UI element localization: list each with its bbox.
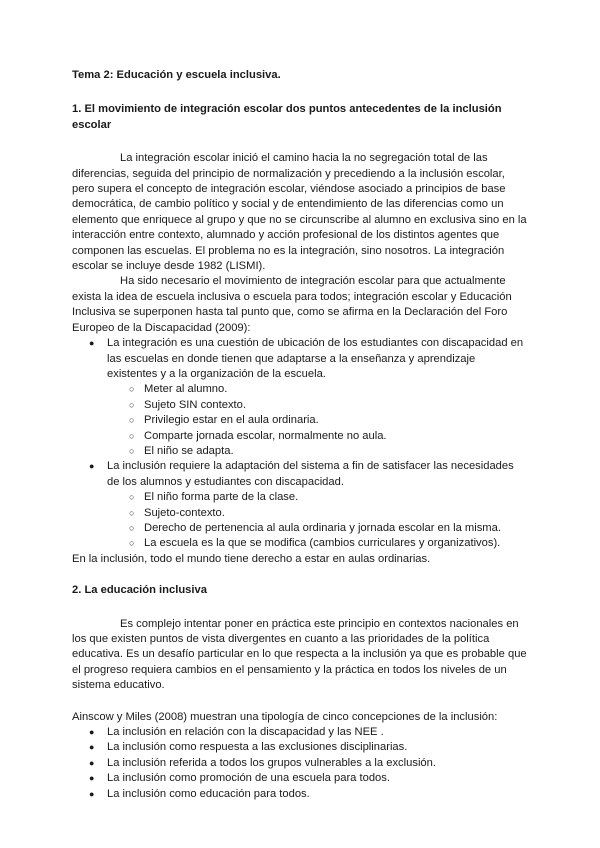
section2-heading: 2. La educación inclusiva bbox=[72, 584, 207, 597]
list-item-text: Sujeto-contexto. bbox=[144, 506, 225, 519]
section1-paragraph-2: Ha sido necesario el movimiento de integración escolar para que actualmente exista la idea de escuela inclusiva o escuela para todos; integración escolar y Educación Inclusiva se superponen hasta tal punto que, como se afirma en la Declaración del Foro Europeo de la Discapacidad (2009): bbox=[72, 275, 512, 334]
filled-bullet-icon: ● bbox=[89, 461, 95, 472]
list-item bbox=[72, 787, 528, 802]
list-item-text: La inclusión en relación con la discapacidad y las NEE . bbox=[107, 726, 384, 739]
list-item-text: Derecho de pertenencia al aula ordinaria y jornada escolar en la misma. bbox=[144, 521, 501, 534]
list-item bbox=[72, 771, 528, 786]
list-item bbox=[107, 506, 528, 521]
list-item bbox=[107, 444, 528, 459]
hollow-bullet-icon: ○ bbox=[129, 507, 135, 518]
list-item bbox=[107, 382, 528, 397]
list-item-text: La integración es una cuestión de ubicación de los estudiantes con discapacidad en las escuelas en donde tienen que adaptarse a la enseñanza y aprendizaje existentes y a la organización de la escuela. bbox=[107, 337, 524, 380]
hollow-bullet-icon: ○ bbox=[129, 384, 135, 395]
sub-bullet-list bbox=[107, 382, 528, 459]
list-item-text: Comparte jornada escolar, normalmente no aula. bbox=[144, 429, 387, 442]
section1-closing: En la inclusión, todo el mundo tiene derecho a estar en aulas ordinarias. bbox=[72, 552, 431, 565]
sub-bullet-list bbox=[107, 490, 528, 552]
document-page bbox=[72, 68, 528, 802]
list-item-text: La escuela es la que se modifica (cambios curriculares y organizativos). bbox=[144, 537, 501, 550]
filled-bullet-icon: ● bbox=[89, 338, 95, 349]
list-item-text: La inclusión como promoción de una escuela para todos. bbox=[107, 772, 390, 785]
section1-bullet-list bbox=[72, 336, 528, 552]
hollow-bullet-icon: ○ bbox=[129, 445, 135, 456]
list-item bbox=[72, 756, 528, 771]
hollow-bullet-icon: ○ bbox=[129, 399, 135, 410]
list-item-text: El niño forma parte de la clase. bbox=[144, 491, 299, 504]
list-item bbox=[72, 740, 528, 755]
section1-paragraph-1: La integración escolar inició el camino hacia la no segregación total de las diferencias, seguida del principio de normalización y precediendo a la inclusión escolar, pero supera el concepto de integración escolar, viéndose asociado a principios de base democrática, de cambio político y social y de entendimiento de las diferencias como un elemento que enriquece al grupo y que no se circunscribe al alumno en exclusiva sino en la interacción entre contexto, alumnado y acción profesional de los distintos agentes que componen las escuelas. El problema no es la integración, sino nosotros. La integración escolar se incluye desde 1982 (LISMI). bbox=[72, 152, 527, 273]
hollow-bullet-icon: ○ bbox=[129, 430, 135, 441]
filled-bullet-icon: ● bbox=[89, 757, 95, 768]
list-item bbox=[72, 459, 528, 551]
filled-bullet-icon: ● bbox=[89, 742, 95, 753]
list-item-text: Privilegio estar en el aula ordinaria. bbox=[144, 414, 319, 427]
hollow-bullet-icon: ○ bbox=[129, 522, 135, 533]
list-item bbox=[107, 413, 528, 428]
list-item-text: La inclusión referida a todos los grupos vulnerables a la exclusión. bbox=[107, 756, 436, 769]
list-item bbox=[107, 521, 528, 536]
filled-bullet-icon: ● bbox=[89, 788, 95, 799]
list-item-text: Meter al alumno. bbox=[144, 383, 228, 396]
list-item-text: La inclusión como respuesta a las exclusiones disciplinarias. bbox=[107, 741, 408, 754]
section2-bullet-list bbox=[72, 725, 528, 802]
hollow-bullet-icon: ○ bbox=[129, 415, 135, 426]
section2-paragraph-1: Es complejo intentar poner en práctica este principio en contextos nacionales en los que existen puntos de vista divergentes en cuanto a las prioridades de la política educativa. Es un desafío particular en lo que respecta a la inclusión ya que es probable que el progreso requiera cambios en el pensamiento y la práctica en todos los niveles de un sistema educativo. bbox=[72, 617, 527, 692]
filled-bullet-icon: ● bbox=[89, 727, 95, 738]
section1-heading: 1. El movimiento de integración escolar dos puntos antecedentes de la inclusión escolar bbox=[72, 103, 502, 131]
filled-bullet-icon: ● bbox=[89, 773, 95, 784]
hollow-bullet-icon: ○ bbox=[129, 538, 135, 549]
list-item bbox=[72, 725, 528, 740]
list-item-text: La inclusión requiere la adaptación del sistema a fin de satisfacer las necesidades de los alumnos y estudiantes con discapacidad. bbox=[107, 460, 514, 488]
list-item bbox=[72, 336, 528, 459]
list-item bbox=[107, 536, 528, 551]
list-item-text: La inclusión como educación para todos. bbox=[107, 787, 310, 800]
hollow-bullet-icon: ○ bbox=[129, 492, 135, 503]
list-item bbox=[107, 398, 528, 413]
document-title: Tema 2: Educación y escuela inclusiva. bbox=[72, 69, 281, 81]
section2-paragraph-2: Ainscow y Miles (2008) muestran una tipología de cinco concepciones de la inclusión: bbox=[72, 710, 498, 723]
list-item bbox=[107, 490, 528, 505]
list-item-text: Sujeto SIN contexto. bbox=[144, 398, 246, 411]
list-item bbox=[107, 429, 528, 444]
list-item-text: El niño se adapta. bbox=[144, 444, 234, 457]
